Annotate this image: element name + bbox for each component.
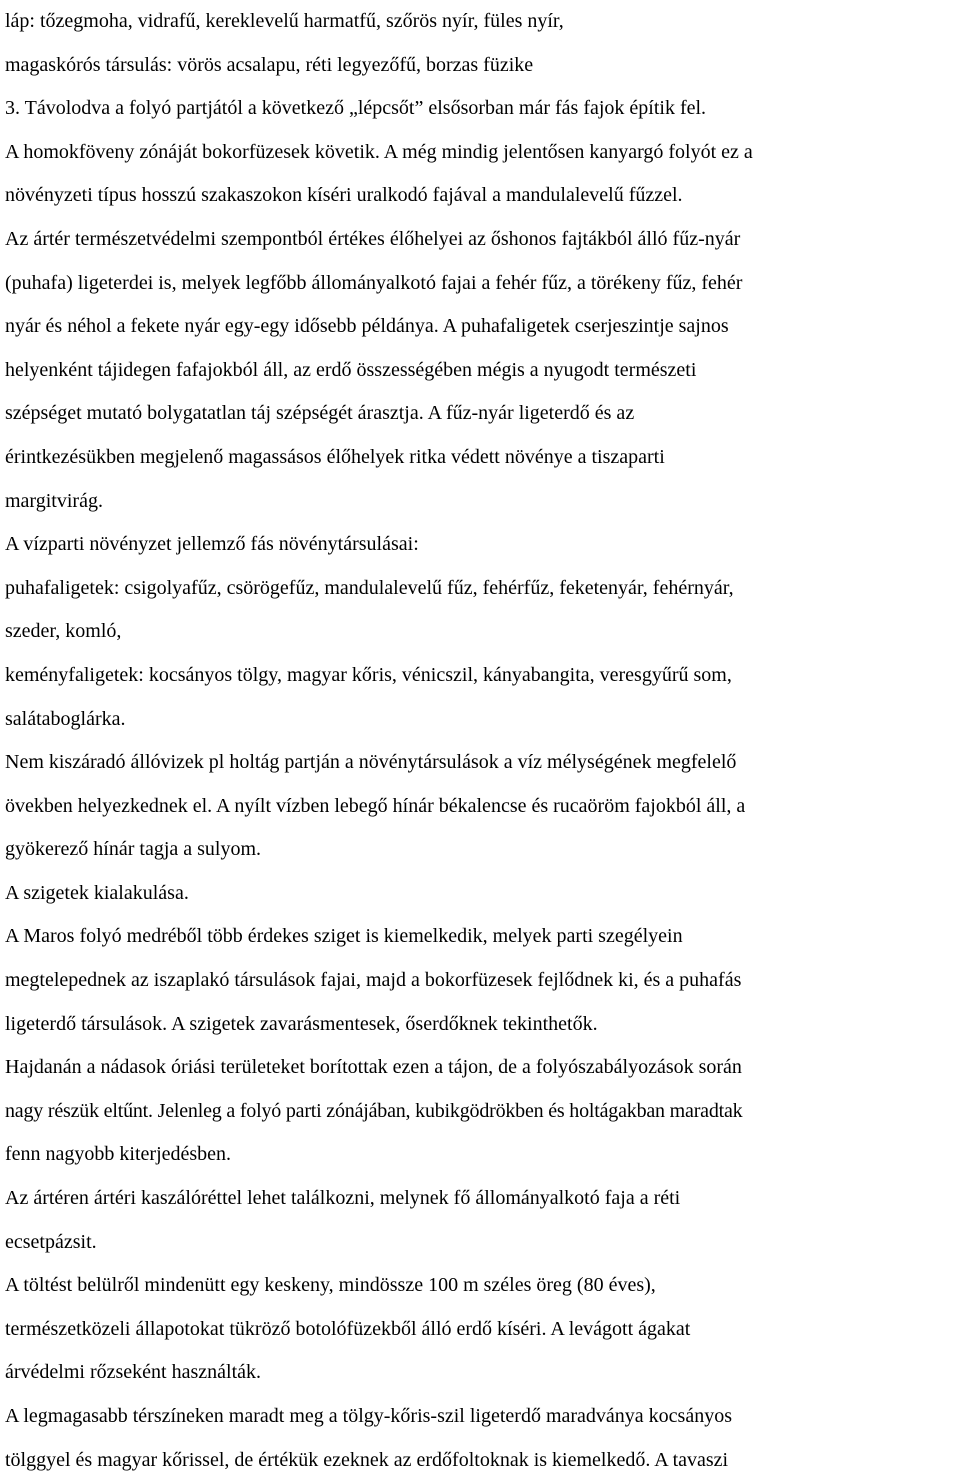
text-line: gyökerező hínár tagja a sulyom. <box>5 838 262 861</box>
text-line: (puhafa) ligeterdei is, melyek legfőbb állományalkotó fajai a fehér fűz, a törékeny fűz, fehér <box>5 271 743 294</box>
text-line: érintkezésükben megjelenő magassásos élőhelyek ritka védett növénye a tiszaparti <box>5 445 665 468</box>
section-heading: A szigetek kialakulása. <box>5 881 189 904</box>
text-line: A Maros folyó medréből több érdekes sziget is kiemelkedik, melyek parti szegélyein <box>5 925 683 948</box>
text-line: szeder, komló, <box>5 620 122 643</box>
text-line: Nem kiszáradó állóvizek pl holtág partján a növénytársulások a víz mélységének megfelelő <box>5 751 737 774</box>
document-body <box>5 0 960 1482</box>
text-line: övekben helyezkednek el. A nyílt vízben lebegő hínár békalencse és rucaöröm fajokból áll, a <box>5 794 746 817</box>
text-line: megtelepednek az iszaplakó társulások fajai, majd a bokorfüzesek fejlődnek ki, és a puhafás <box>5 969 742 992</box>
text-line: magaskórós társulás: vörös acsalapu, réti legyezőfű, borzas füzike <box>5 53 534 76</box>
text-line: nyár és néhol a fekete nyár egy-egy idősebb példánya. A puhafaligetek cserjeszintje sajnos <box>5 315 729 338</box>
text-line: margitvirág. <box>5 489 103 512</box>
text-line: Az ártér természetvédelmi szempontból értékes élőhelyei az őshonos fajtákból álló fűz-nyár <box>5 227 741 250</box>
text-line: Az ártéren ártéri kaszálóréttel lehet találkozni, melynek fő állományalkotó faja a réti <box>5 1187 681 1210</box>
text-line: A vízparti növényzet jellemző fás növénytársulásai: <box>5 533 419 556</box>
text-line: fenn nagyobb kiterjedésben. <box>5 1143 232 1166</box>
text-line: természetközeli állapotokat tükröző botolófüzekből álló erdő kíséri. A levágott ágakat <box>5 1317 691 1340</box>
text-line: nagy részük eltűnt. Jelenleg a folyó parti zónájában, kubikgödrökben és holtágakban maradtak <box>5 1099 743 1122</box>
text-line: puhafaligetek: csigolyafűz, csörögefűz, mandulalevelű fűz, fehérfűz, feketenyár, fehérnyár, <box>5 576 734 599</box>
text-line: keményfaligetek: kocsányos tölgy, magyar kőris, vénicszil, kányabangita, veresgyűrű som, <box>5 663 732 686</box>
text-line: A töltést belülről mindenütt egy keskeny, mindössze 100 m széles öreg (80 éves), <box>5 1274 656 1297</box>
text-line: helyenként tájidegen fafajokból áll, az erdő összességében mégis a nyugodt természeti <box>5 358 697 381</box>
text-line: A legmagasabb térszíneken maradt meg a tölgy-kőris-szil ligeterdő maradványa kocsányos <box>5 1405 732 1427</box>
text-line: növényzeti típus hosszú szakaszokon kíséri uralkodó fajával a mandulalevelű fűzzel. <box>5 184 683 207</box>
text-line: szépséget mutató bolygatatlan táj szépségét árasztja. A fűz-nyár ligeterdő és az <box>5 402 635 425</box>
text-line: salátaboglárka. <box>5 707 126 730</box>
text-line: tölggyel és magyar kőrissel, de értékük ezeknek az erdőfoltoknak is kiemelkedő. A tavaszi <box>5 1448 729 1471</box>
text-line: 3. Távolodva a folyó partjától a következő „lépcsőt” elsősorban már fás fajok építik fel. <box>5 97 707 120</box>
text-line: láp: tőzegmoha, vidrafű, kereklevelű harmatfű, szőrös nyír, füles nyír, <box>5 10 564 32</box>
text-line: árvédelmi rőzseként használták. <box>5 1361 261 1384</box>
text-line: ecsetpázsit. <box>5 1230 97 1253</box>
text-line: ligeterdő társulások. A szigetek zavarásmentesek, őserdőknek tekinthetők. <box>5 1012 598 1035</box>
text-line: Hajdanán a nádasok óriási területeket borítottak ezen a tájon, de a folyószabályozások során <box>5 1056 742 1079</box>
text-line: A homokföveny zónáját bokorfüzesek követik. A még mindig jelentősen kanyargó folyót ez a <box>5 140 753 163</box>
